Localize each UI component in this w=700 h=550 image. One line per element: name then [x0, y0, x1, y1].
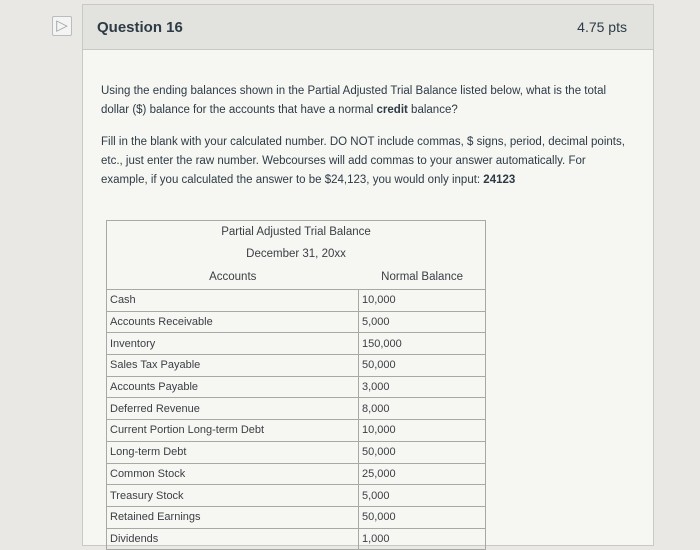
- table-row: [107, 333, 486, 355]
- account-name: Treasury Stock: [107, 485, 359, 507]
- table-row: [107, 485, 486, 507]
- trial-balance-table: [106, 220, 486, 550]
- accounts-column-header: Accounts: [107, 265, 359, 290]
- account-balance: 50,000: [359, 355, 486, 377]
- question-instructions: Fill in the blank with your calculated number. DO NOT include commas, $ signs, period, decimal points, etc., just enter the raw number. Webcourses will add commas to your answer automatically. For example, if you calculated the answer to be $24,123, you would only input: 24123: [101, 136, 625, 186]
- table-row: [107, 398, 486, 420]
- account-balance: 25,000: [359, 463, 486, 485]
- flag-question-icon[interactable]: ▷: [52, 16, 72, 36]
- account-balance: 8,000: [359, 398, 486, 420]
- account-name: Dividends: [107, 528, 359, 550]
- table-row: [107, 290, 486, 312]
- question-prompt: Using the ending balances shown in the Partial Adjusted Trial Balance listed below, what is the total dollar ($) balance for the accounts that have a normal credit balance?: [101, 85, 607, 116]
- table-row: [107, 528, 486, 550]
- question-points: 4.75 pts: [577, 19, 627, 35]
- account-name: Deferred Revenue: [107, 398, 359, 420]
- table-title: Partial Adjusted Trial Balance: [107, 221, 486, 244]
- table-date: December 31, 20xx: [107, 243, 486, 265]
- account-balance: 10,000: [359, 290, 486, 312]
- table-row: [107, 441, 486, 463]
- account-name: Sales Tax Payable: [107, 355, 359, 377]
- account-name: Inventory: [107, 333, 359, 355]
- account-balance: 50,000: [359, 441, 486, 463]
- account-name: Retained Earnings: [107, 506, 359, 528]
- account-balance: 5,000: [359, 485, 486, 507]
- account-balance: 10,000: [359, 420, 486, 442]
- table-row: [107, 311, 486, 333]
- table-row: [107, 463, 486, 485]
- account-name: Accounts Receivable: [107, 311, 359, 333]
- question-header: [83, 5, 653, 50]
- question-card: [82, 4, 654, 546]
- balance-column-header: Normal Balance: [359, 265, 486, 290]
- table-row: [107, 376, 486, 398]
- question-text: [83, 50, 653, 190]
- table-row: [107, 420, 486, 442]
- account-name: Common Stock: [107, 463, 359, 485]
- table-row: [107, 355, 486, 377]
- table-row: [107, 506, 486, 528]
- account-name: Accounts Payable: [107, 376, 359, 398]
- account-balance: 150,000: [359, 333, 486, 355]
- example-answer: 24123: [483, 174, 516, 186]
- account-balance: 5,000: [359, 311, 486, 333]
- account-balance: 1,000: [359, 528, 486, 550]
- account-balance: 50,000: [359, 506, 486, 528]
- account-balance: 3,000: [359, 376, 486, 398]
- account-name: Long-term Debt: [107, 441, 359, 463]
- account-name: Cash: [107, 290, 359, 312]
- account-name: Current Portion Long-term Debt: [107, 420, 359, 442]
- question-title: Question 16: [97, 18, 183, 36]
